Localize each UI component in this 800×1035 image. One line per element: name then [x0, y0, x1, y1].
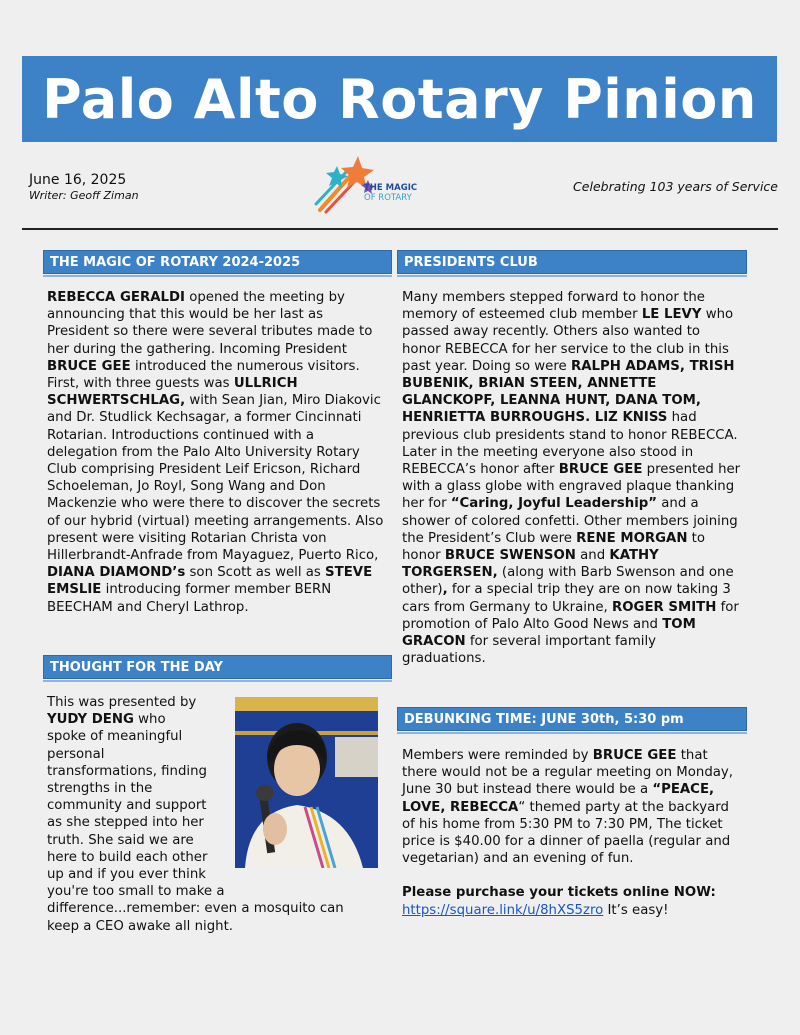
name-ullrich: ULLRICH SCHWERTSCHLAG,	[47, 376, 298, 409]
issue-date: June 16, 2025	[29, 172, 127, 188]
purchase-cta: Please purchase your tickets online NOW:	[402, 885, 716, 901]
text-line: as she stepped into her	[47, 815, 204, 831]
debunking-section-body	[402, 747, 742, 919]
name-bruce: BRUCE GEE	[558, 462, 643, 478]
text-line: you're too small to make a	[47, 884, 225, 900]
newsletter-title: Palo Alto Rotary Pinion	[22, 56, 777, 142]
text: that there would not be a regular meeting on Monday, June 30 but instead there would be a	[402, 748, 734, 798]
name-roger: ROGER SMITH	[611, 599, 717, 615]
magic-section-heading: THE MAGIC OF ROTARY 2024-2025	[43, 250, 392, 274]
header-divider	[22, 228, 778, 230]
text: Many members stepped forward to honor the memory of esteemed club member	[402, 290, 705, 323]
text: for a special trip they are on now taking 3 cars from Germany to Ukraine,	[402, 582, 731, 615]
name-bruce-swenson: BRUCE SWENSON	[444, 548, 576, 564]
logo-line-2: OF ROTARY	[364, 193, 412, 203]
party-theme: “PEACE, LOVE, REBECCA	[402, 782, 715, 815]
name-bruce: BRUCE GEE	[47, 358, 131, 374]
text-line: spoke of meaningful	[47, 729, 183, 745]
name-tom: TOM GRACON	[402, 616, 696, 650]
quote-leadership: “Caring, Joyful Leadership”	[450, 496, 658, 512]
punct: ,	[442, 582, 448, 598]
magic-section-body	[47, 289, 387, 616]
name-rene: RENE MORGAN	[576, 530, 688, 546]
text: who	[133, 712, 166, 728]
text: son Scott as well as	[185, 565, 326, 581]
text-line: personal	[47, 746, 105, 762]
text: introduced the numerous visitors. First, with three guests was	[47, 358, 360, 392]
text: opened the meeting by announcing that this would be her last as President so there were several tributes made to her during the gathering. Incoming President	[47, 290, 373, 357]
text: Members were reminded by	[402, 748, 593, 763]
name-diana: DIANA DIAMOND’s	[47, 565, 186, 581]
text-line: truth. She said we are	[47, 832, 194, 848]
text-line: This was presented by	[47, 695, 197, 710]
text: to honor	[402, 530, 706, 564]
presidents-section-heading: PRESIDENTS CLUB	[397, 250, 747, 274]
debunking-section-heading: DEBUNKING TIME: JUNE 30th, 5:30 pm	[397, 707, 747, 731]
ticket-link[interactable]: https://square.link/u/8hXS5zro	[402, 902, 604, 918]
text: “ themed party at the backyard of his home from 5:30 PM to 7:30 PM, The ticket price is $40.00 for a dinner of paella (regular and vegetarian) and an evening of fun.	[402, 799, 731, 867]
text: introducing former member BERN BEECHAM and Cheryl Lathrop.	[47, 582, 332, 615]
thought-section-heading: THOUGHT FOR THE DAY	[43, 655, 392, 679]
text: and	[575, 548, 610, 564]
text: had previous club presidents stand to honor REBECCA. Later in the meeting everyone also stood in REBECCA’s honor after	[402, 410, 738, 478]
name-bruce: BRUCE GEE	[592, 748, 677, 763]
text-line: here to build each other	[47, 849, 208, 865]
text-line: strengths in the	[47, 781, 153, 797]
writer-credit: Writer: Geoff Ziman	[29, 189, 139, 202]
name-yudy: YUDY DENG	[47, 712, 134, 728]
name-le-levy: LE LEVY	[641, 307, 702, 323]
text: who passed away recently. Others also wanted to honor REBECCA for her service to the club in this past year. Doing so were	[402, 307, 734, 374]
text-line: transformations, finding	[47, 763, 207, 779]
logo-line-1: THE MAGIC	[364, 183, 418, 193]
name-steve: STEVE EMSLIE	[47, 565, 373, 598]
name-kathy: KATHY TORGERSEN,	[402, 548, 659, 581]
text: for promotion of Palo Alto Good News and	[402, 599, 739, 632]
text: and a shower of colored confetti. Other members joining the President’s Club were	[402, 496, 738, 546]
text-line: difference...remember: even a mosquito can	[47, 901, 344, 917]
text-line: community and support	[47, 798, 207, 814]
text: (along with Barb Swenson and one other)	[402, 565, 734, 598]
text: It’s easy!	[603, 902, 669, 918]
names-honorees: RALPH ADAMS, TRISH BUBENIK, BRIAN STEEN, ANNETTE GLANCKOPF, LEANNA HUNT, DANA TOM, HENRIETTA BURROUGHS. LIZ KNISS	[402, 358, 735, 426]
text: presented her with a glass globe with engraved plaque thanking her for	[402, 462, 741, 512]
text-line: keep a CEO awake all night.	[47, 918, 234, 934]
text: with Sean Jian, Miro Diakovic and Dr. Studlick Kechsagar, a former Cincinnati Rotarian. Introductions continued with a delegation from the Palo Alto University Rotary Club comprising President Leif Ericson, Richard Schoeleman, Jo Royl, Song Wang and Don Mackenzie who were there to discover the secrets of our hybrid (virtual) meeting arrangements. Also present were visiting Rotarian Christa von Hillerbrandt-Anfrade from Mayaguez, Puerto Rico,	[47, 393, 384, 564]
presidents-section-body	[402, 289, 742, 667]
name-rebecca: REBECCA GERALDI	[47, 290, 185, 305]
text-line: up and if you ever think	[47, 867, 206, 883]
speaker-photo	[235, 697, 378, 868]
tagline: Celebrating 103 years of Service	[573, 179, 778, 194]
magic-of-rotary-logo	[312, 154, 424, 216]
text: for several important family graduations.	[402, 634, 657, 667]
